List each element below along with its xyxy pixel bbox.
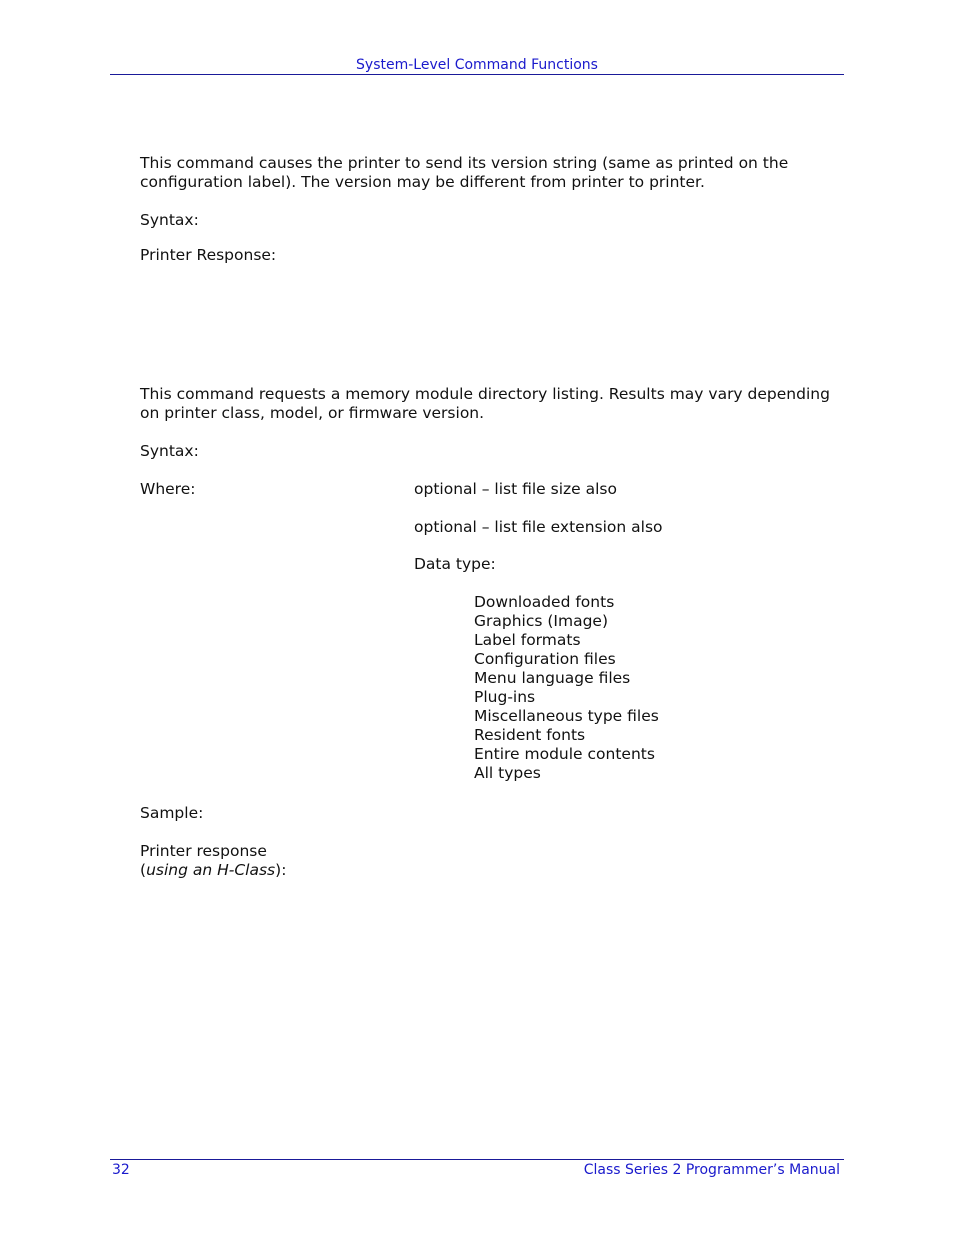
list-item: Miscellaneous type files	[474, 707, 659, 725]
page-number: 32	[112, 1162, 130, 1178]
manual-title: Class Series 2 Programmer’s Manual	[583, 1162, 840, 1178]
param-size-description: optional – list file size also	[414, 480, 617, 498]
data-type-list	[474, 593, 659, 783]
sample-label: Sample:	[140, 804, 204, 822]
list-item: All types	[474, 764, 541, 782]
list-item: Plug-ins	[474, 688, 536, 706]
footer-rule	[110, 1159, 844, 1160]
printer-class-note: using an H-Class	[146, 861, 276, 879]
param-extension-description: optional – list file extension also	[414, 518, 663, 536]
header-title: System-Level Command Functions	[356, 57, 598, 73]
version-syntax-label: Syntax:	[140, 211, 199, 229]
list-item: Resident fonts	[474, 726, 586, 744]
list-item: Configuration files	[474, 650, 616, 668]
printer-response-label: Printer response	[140, 842, 267, 860]
list-item: Downloaded fonts	[474, 593, 615, 611]
list-item: Entire module contents	[474, 745, 655, 763]
list-item: Label formats	[474, 631, 581, 649]
header-rule	[110, 74, 844, 75]
where-label: Where:	[140, 480, 196, 498]
list-item: Graphics (Image)	[474, 612, 609, 630]
paren-open: (	[140, 861, 147, 879]
version-description: This command causes the printer to send its version string (same as printed on the configuration label). The version may be different from printer to printer.	[140, 154, 789, 191]
directory-description: This command requests a memory module directory listing. Results may vary depending on printer class, model, or firmware version.	[140, 385, 830, 422]
version-response-label: Printer Response:	[140, 246, 277, 264]
list-item: Menu language files	[474, 669, 631, 687]
data-type-label: Data type:	[414, 555, 496, 573]
paren-close: ):	[275, 861, 287, 879]
printer-response-qualifier	[140, 861, 286, 880]
directory-syntax-label: Syntax:	[140, 442, 199, 460]
